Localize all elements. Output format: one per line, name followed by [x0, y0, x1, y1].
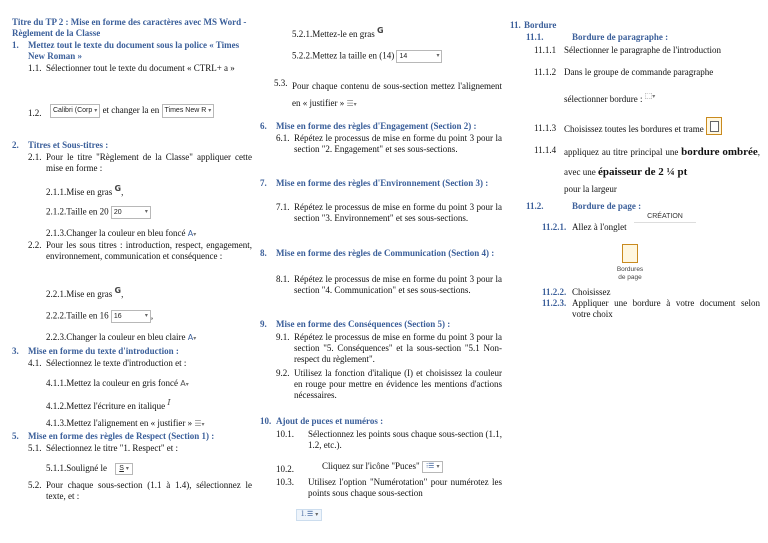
s4-1-1-text: 4.1.1.Mettez la couleur en gris foncé [46, 378, 178, 388]
s11-1-2-b-line: sélectionner bordure : ⬚▾ [564, 91, 656, 104]
s5-3-line: Pour chaque contenu de sous-section mettez l'alignement en « justifier » ☰▾ [292, 81, 502, 109]
s11-2-1-text: Allez à l'onglet [572, 222, 627, 232]
s5-2-1-text: 5.2.1.Mettez-le en gras [292, 29, 375, 39]
s2-2-2-line: 2.2.2.Taille en 16 16 ▾ , [46, 310, 153, 323]
s11-2-2-text: Choisissez [572, 287, 611, 297]
font-size-dropdown-16[interactable]: 16 ▾ [111, 310, 151, 323]
s10-num: 10. [260, 416, 272, 426]
justify-icon[interactable]: ☰ [194, 419, 202, 429]
s5-2-2-line [292, 50, 442, 63]
s10-2-num: 10.2. [276, 464, 294, 474]
s11-1-3-text: Choisissez toutes les bordures et trame [564, 124, 704, 134]
s11-1-2-b: sélectionner bordure : [564, 94, 643, 104]
font-color-icon[interactable]: A [187, 333, 194, 343]
font-size-dropdown-20[interactable]: 20 ▾ [111, 206, 151, 219]
s9-num: 9. [260, 319, 267, 329]
s11-2-1-num: 11.2.1. [542, 222, 567, 232]
s9-2-text: Utilisez la fonction d'italique (I) et choisissez la couleur en rouge pour mettre en évidence les mentions d'actions nécessaires. [294, 368, 502, 400]
s7-num: 7. [260, 178, 267, 188]
s7-1-num: 7.1. [276, 202, 290, 212]
s2-1-text: Pour le titre "Règlement de la Classe" appliquer cette mise en forme : [46, 152, 252, 173]
s11-title: Bordure [524, 20, 557, 30]
s1-num: 1. [12, 40, 19, 50]
doc-title: Titre du TP 2 : Mise en forme des caractères avec MS Word - Règlement de la Classe [12, 17, 247, 38]
s5-1-1-text: 5.1.1.Souligné le [46, 463, 107, 474]
s11-1-1-text: Sélectionner le paragraphe de l'introduction [564, 45, 722, 55]
page-borders-label[interactable] [614, 266, 646, 282]
s2-1-2-text: 2.1.2.Taille en 20 [46, 206, 109, 217]
s4-1-3-text: 4.1.3.Mettez l'alignement en « justifier » [46, 418, 193, 428]
s4-1-num: 4.1. [28, 358, 42, 368]
s2-1-3-text: 2.1.3.Changer la couleur en bleu foncé [46, 228, 186, 238]
s2-1-num: 2.1. [28, 152, 42, 162]
font-dropdown-times[interactable]: Times New R ▾ [162, 104, 215, 118]
s10-3-num: 10.3. [276, 477, 294, 487]
s10-2-line [322, 461, 443, 473]
s11-1-4-b: bordure [681, 146, 720, 158]
borders-icon[interactable]: ⬚ [644, 91, 653, 100]
font-size-dropdown-14[interactable]: 14 ▾ [396, 50, 442, 63]
s11-1-title: Bordure de paragraphe : [572, 32, 669, 42]
s5-1-text: Sélectionnez le titre "1. Respect" et : [46, 443, 179, 453]
underline-button[interactable]: S ▾ [115, 463, 133, 475]
s5-2-text: Pour chaque sous-section (1.1 à 1.4), sélectionnez le texte, et : [46, 480, 252, 501]
bold-icon[interactable]: G [114, 184, 122, 193]
s11-1-4-num: 11.1.4 [534, 145, 557, 155]
s11-1-4-e: épaisseur de 2 ¼ pt [597, 166, 688, 178]
s6-num: 6. [260, 121, 267, 131]
s11-1-num: 11.1. [526, 32, 544, 42]
s1-title: Mettez tout le texte du document sous la police « Times New Roman » [28, 40, 240, 61]
s2-1-2-line [46, 206, 151, 219]
s9-1-text: Répétez le processus de mise en forme du point 3 pour la section "5. Conséquences" et la sous-section "5.1 Non-respect du règlement". [294, 332, 502, 364]
page-borders-label-line1: Bordures [616, 266, 644, 273]
s1-2-mid: et changer la en [102, 105, 160, 116]
s2-2-1-text: 2.2.1.Mise en gras [46, 289, 113, 299]
s7-1-text: Répétez le processus de mise en forme du point 3 pour la section "3. Environnement" et ses sous-sections. [294, 202, 502, 223]
s11-1-3-num: 11.1.3 [534, 123, 557, 133]
s1-1-num: 1.1. [28, 63, 42, 73]
s10-3-text: Utilisez l'option "Numérotation" pour numérotez les points sous chaque sous-section [308, 477, 502, 498]
s2-2-1-line: 2.2.1.Mise en gras G, [46, 286, 124, 299]
s2-num: 2. [12, 140, 19, 150]
s10-3-icon-wrap [296, 509, 322, 521]
s5-3-num: 5.3. [274, 78, 288, 88]
s1-1-text: Sélectionner tout le texte du document « CTRL+ a » [46, 63, 235, 73]
s6-1-num: 6.1. [276, 133, 290, 143]
s10-1-text: Sélectionnez les points sous chaque sous-section (1.1, 1.2, etc.). [308, 429, 502, 450]
s10-title: Ajout de puces et numéros : [276, 416, 384, 426]
s10-2-text: Cliquez sur l'icône "Puces" [322, 461, 420, 472]
s2-1-1-text: 2.1.1.Mise en gras [46, 187, 113, 197]
bold-icon[interactable]: G [376, 26, 384, 35]
s8-num: 8. [260, 248, 267, 258]
s4-1-1-line: 4.1.1.Mettez la couleur en gris foncé A▾ [46, 378, 189, 389]
s5-2-num: 5.2. [28, 480, 42, 490]
s4-1-3-line: 4.1.3.Mettez l'alignement en « justifier » ☰▾ [46, 418, 205, 429]
font-color-icon[interactable]: A [187, 229, 194, 239]
s11-1-2-text: Dans le groupe de commande paragraphe [564, 67, 714, 77]
creation-tab[interactable]: CRÉATION [634, 211, 696, 223]
s11-2-3-num: 11.2.3. [542, 298, 567, 308]
s2-2-text: Pour les sous titres : introduction, respect, engagement, environnement, communication et conséquence : [46, 240, 252, 261]
s5-3-text: Pour chaque contenu de sous-section mettez l'alignement en « justifier » [292, 81, 502, 108]
s2-2-2-text: 2.2.2.Taille en 16 [46, 310, 109, 321]
s5-2-2-text: 5.2.2.Mettez la taille en (14) [292, 50, 395, 61]
s11-2-3-text: Appliquer une bordure à votre document selon votre choix [572, 298, 760, 319]
s4-1-2-text: 4.1.2.Mettez l'écriture en italique [46, 401, 166, 411]
s2-2-num: 2.2. [28, 240, 42, 250]
s4-1-text: Sélectionnez le texte d'introduction et : [46, 358, 187, 368]
s3-num: 3. [12, 346, 19, 356]
s11-1-2-num: 11.1.2 [534, 67, 557, 77]
justify-icon[interactable]: ☰ [346, 99, 354, 109]
bullets-button[interactable]: ⁝☰ ▾ [422, 461, 444, 473]
italic-icon[interactable]: I [167, 398, 171, 407]
s8-1-text: Répétez le processus de mise en forme du point 3 pour la section "4. Communication" et ses sous-sections. [294, 274, 502, 295]
font-color-icon[interactable]: A [180, 379, 186, 389]
s8-1-num: 8.1. [276, 274, 290, 284]
bold-icon[interactable]: G [114, 286, 122, 295]
borders-shading-icon[interactable] [706, 117, 722, 135]
s11-1-4-text [564, 142, 760, 182]
s11-1-4-a: appliquez au titre principal une [564, 147, 679, 157]
page-borders-label-line2: de page [618, 274, 642, 281]
s5-2-1-line [292, 26, 384, 40]
s10-1-num: 10.1. [276, 429, 294, 439]
s2-title: Titres et Sous-titres : [28, 140, 109, 150]
s11-1-4-c: ombrée [722, 146, 758, 158]
s11-2-2-num: 11.2.2. [542, 287, 567, 297]
s2-1-3-line: 2.1.3.Changer la couleur en bleu foncé A▾ [46, 228, 197, 239]
s11-2-num: 11.2. [526, 201, 544, 211]
s11-1-3-line [564, 117, 722, 135]
s11-2-title: Bordure de page : [572, 201, 642, 211]
numbering-button[interactable]: ⒈☰ ▾ [296, 509, 322, 521]
s11-num: 11. [510, 20, 521, 30]
s2-2-3-text: 2.2.3.Changer la couleur en bleu claire [46, 332, 186, 342]
s11-1-1-num: 11.1.1 [534, 45, 557, 55]
s6-1-text: Répétez le processus de mise en forme du point 3 pour la section "2. Engagement" et ses sous-sections. [294, 133, 502, 154]
s1-2-num: 1.2. [28, 108, 42, 118]
font-dropdown-calibri[interactable]: Calibri (Corp ▾ [50, 104, 100, 118]
s11-1-4-d: , avec une [564, 147, 760, 177]
s5-num: 5. [12, 431, 19, 441]
s2-2-3-line: 2.2.3.Changer la couleur en bleu claire A▾ [46, 332, 197, 343]
s6-title: Mise en forme des règles d'Engagement (Section 2) : [276, 121, 477, 131]
page-borders-icon[interactable] [622, 244, 638, 263]
s9-title: Mise en forme des Conséquences (Section 5) : [276, 319, 451, 329]
s11-1-4-f: pour la largeur [564, 184, 617, 194]
s5-1-1-line [46, 463, 133, 475]
s4-1-2-line [46, 398, 171, 412]
s3-title: Mise en forme du texte d'introduction : [28, 346, 179, 356]
s5-title: Mise en forme des règles de Respect (Section 1) : [28, 431, 215, 441]
s9-2-num: 9.2. [276, 368, 290, 378]
s9-1-num: 9.1. [276, 332, 290, 342]
s5-1-num: 5.1. [28, 443, 42, 453]
s7-title: Mise en forme des règles d'Environnement (Section 3) : [276, 178, 489, 188]
s2-1-1-line: 2.1.1.Mise en gras G, [46, 184, 124, 197]
s8-title: Mise en forme des règles de Communication (Section 4) : [276, 248, 495, 258]
s1-2-line [50, 104, 214, 118]
